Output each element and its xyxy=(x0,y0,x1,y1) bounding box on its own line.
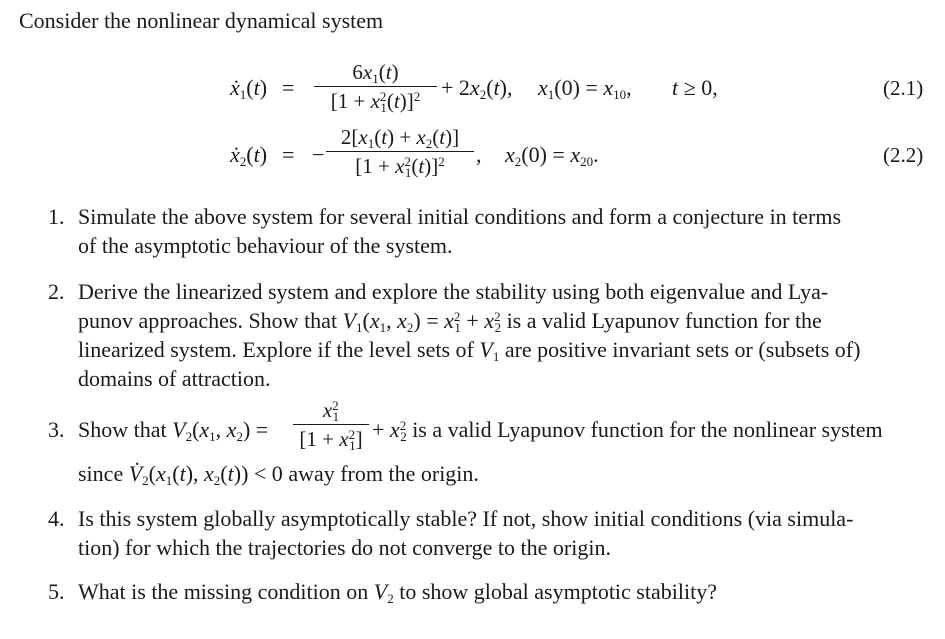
eq1-time-condition: t ≥ 0, xyxy=(672,75,718,100)
item3-line2-b: away from the origin. xyxy=(288,461,479,486)
item3-number: 3. xyxy=(48,417,65,442)
item4-line1: Is this system globally asymptotically stable? If not, show initial conditions (via simula- xyxy=(78,506,854,531)
eq2-equals: = xyxy=(282,142,295,167)
item1-line2: of the asymptotic behaviour of the system. xyxy=(78,233,453,258)
item2-line2-b: is a valid Lyapunov function for the xyxy=(506,308,822,333)
item3-line1-b: + $x^2_2$ is a valid Lyapunov function for the nonlinear system xyxy=(372,417,883,444)
item5-number: 5. xyxy=(48,579,65,604)
intro-text: Consider the nonlinear dynamical system xyxy=(19,8,384,33)
lyapunov-v1-formula: $V_1(x_1$, $x_2) = x^2_1 + x^2_2$ xyxy=(342,308,502,335)
item3-line2: since $V̇_2(x_1(t)$, $x_2(t)) < 0$ away from the origin. xyxy=(78,461,479,488)
lyapunov-v2-fraction: $x^2_1$ $[1 + x^2_1]$ xyxy=(293,398,369,451)
item2-line4: domains of attraction. xyxy=(78,366,271,391)
item2-line2 xyxy=(78,307,822,335)
eq1-lhs: ẋ$_1$(t) xyxy=(230,75,268,102)
item1-number: 1. xyxy=(48,204,65,229)
eq2-number: (2.2) xyxy=(883,143,924,167)
eq1-fraction: $6x_1(t)$ $[1 + x^2_1(t)]^2$ xyxy=(314,60,437,113)
item2-line3: linearized system. Explore if the level sets of $V_1$ are positive invariant sets or (subsets of) xyxy=(78,337,861,364)
eq1-equals: = xyxy=(282,75,295,100)
item5-line1-a: What is the missing condition on xyxy=(78,579,369,604)
eq2-lhs: ẋ$_2$(t) xyxy=(230,142,268,169)
item5-line1-b: to show global asymptotic stability? xyxy=(399,579,717,604)
item4-number: 4. xyxy=(48,506,65,531)
item3-line1-a: Show that $V_2(x_1$, $x_2$) = xyxy=(78,417,269,444)
item2-line3-b: are positive invariant sets or (subsets of) xyxy=(504,337,861,362)
eq2-comma: , xyxy=(476,142,482,167)
item3-line1-a-text: Show that xyxy=(78,417,167,442)
item5-line1: What is the missing condition on $V_2$ to show global asymptotic stability? xyxy=(78,579,717,606)
item2-number: 2. xyxy=(48,279,65,304)
item2-line3-a: linearized system. Explore if the level sets of xyxy=(78,337,474,362)
eq1-number: (2.1) xyxy=(883,76,924,100)
eq2-initial-condition: $x_2(0) = x_{20}$. xyxy=(505,142,599,169)
item3-line2-a: since xyxy=(78,461,124,486)
item2-line1: Derive the linearized system and explore the stability using both eigenvalue and Lya- xyxy=(78,279,829,304)
item3-line1-b-text: is a valid Lyapunov function for the nonlinear system xyxy=(412,417,883,442)
eq1-initial-condition: $x_1(0) = x_{10}$, xyxy=(538,75,632,102)
item4-line2: tion) for which the trajectories do not converge to the origin. xyxy=(78,535,611,560)
eq2-fraction: $2[x_1(t) + x_2(t)]$ $[1 + x^2_1(t)]^2$ xyxy=(326,125,474,178)
eq1-rhs-term: + $2x_2(t)$, xyxy=(441,75,513,102)
eq2-minus: − xyxy=(312,142,325,167)
item1-line1: Simulate the above system for several initial conditions and form a conjecture in terms xyxy=(78,204,842,229)
item2-line2-a: punov approaches. Show that xyxy=(78,308,338,333)
